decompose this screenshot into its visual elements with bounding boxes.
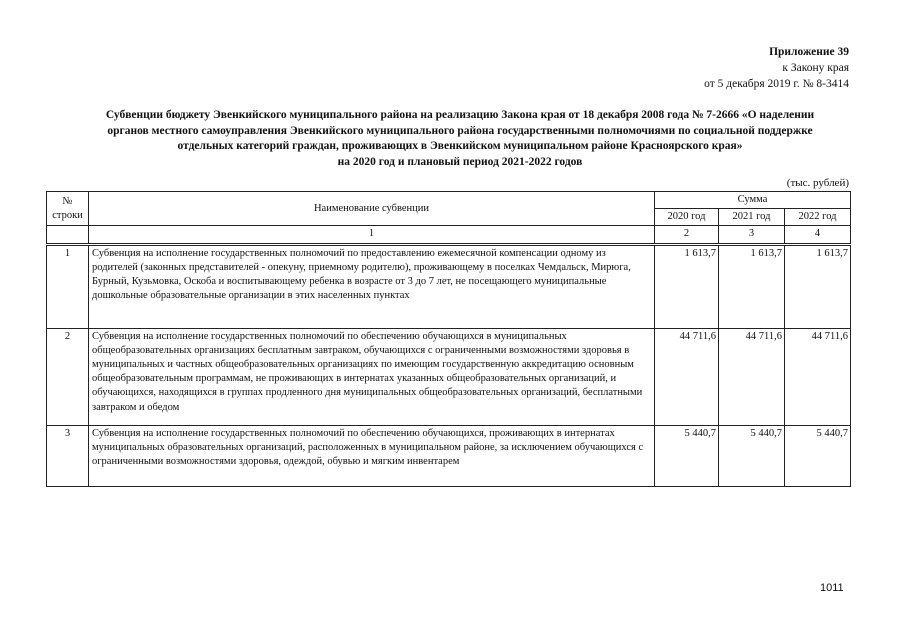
header-subvention-name: Наименование субвенции: [89, 192, 655, 226]
table-row: [47, 425, 851, 486]
row-number: 2: [47, 328, 89, 425]
column-index: [47, 226, 89, 244]
amount-2021: 1 613,7: [719, 244, 785, 328]
column-index: 1: [89, 226, 655, 244]
header-no-symbol: №: [62, 195, 73, 207]
units-label: (тыс. рублей): [786, 177, 849, 189]
title-line-3: отдельных категорий граждан, проживающих в Эвенкийском муниципальном районе Красноярского края»: [177, 140, 743, 152]
page-number: 1011: [820, 582, 844, 594]
header-row-number: [47, 192, 89, 226]
appendix-reference: [704, 44, 849, 92]
column-index: 2: [655, 226, 719, 244]
amount-2020: 1 613,7: [655, 244, 719, 328]
header-sum: Сумма: [655, 192, 851, 209]
header-year-2021: 2021 год: [719, 209, 785, 226]
title-line-4: на 2020 год и плановый период 2021-2022 годов: [337, 155, 583, 168]
amount-2022: 5 440,7: [785, 425, 851, 486]
appendix-number: Приложение 39: [769, 46, 849, 58]
row-number: 1: [47, 244, 89, 328]
subventions-table: [46, 191, 851, 487]
amount-2022: 1 613,7: [785, 244, 851, 328]
appendix-date: от 5 декабря 2019 г. № 8-3414: [704, 78, 849, 90]
subvention-name: Субвенция на исполнение государственных полномочий по обеспечению обучающихся, проживающих в интернатах муниципальных образовательных организаций, расположенных в муниципальном районе, за исключением обучающихся с ограниченными возможностями здоровья, одеждой, обувью и мягким инвентарем: [89, 425, 655, 486]
subvention-name: Субвенция на исполнение государственных полномочий по предоставлению ежемесячной компенсации одному из родителей (законных представителей - опекуну, приемному родителю), проживающему в поселках Чемдальск, Мирюга, Бурный, Кузьмовка, Оскоба и воспитывающему ребенка в возрасте от 3 до 7 лет, не посещающего муниципальные дошкольные образовательные организации в этих населенных пунктах: [89, 244, 655, 328]
amount-2021: 44 711,6: [719, 328, 785, 425]
table-row: [47, 328, 851, 425]
amount-2020: 5 440,7: [655, 425, 719, 486]
title-line-2: органов местного самоуправления Эвенкийского муниципального района государственными полномочиями по социальной поддержке: [107, 124, 813, 137]
row-number: 3: [47, 425, 89, 486]
subvention-name: Субвенция на исполнение государственных полномочий по обеспечению обучающихся в муниципальных общеобразовательных организациях бесплатным завтраком, обучающихся с ограниченными возможностями здоровья в муниципальных и частных общеобразовательных организациях по имеющим государственную аккредитацию основным общеобразовательным программам, не проживающих в интернатах указанных общеобразовательных организаций, и обучающихся, находящихся в группах продленного дня муниципальных общеобразовательных организаций, бесплатными завтраком и обедом: [89, 328, 655, 425]
appendix-law: к Закону края: [782, 62, 849, 74]
title-line-1: Субвенции бюджету Эвенкийского муниципального района на реализацию Закона края от 18 декабря 2008 года № 7-2666 «О наделении: [105, 109, 815, 121]
header-year-2022: 2022 год: [785, 209, 851, 226]
amount-2021: 5 440,7: [719, 425, 785, 486]
document-title: [55, 108, 865, 170]
column-index: 3: [719, 226, 785, 244]
table-row: [47, 244, 851, 328]
table-header-row: [47, 192, 851, 209]
header-no-word: строки: [52, 209, 83, 221]
amount-2020: 44 711,6: [655, 328, 719, 425]
column-index: 4: [785, 226, 851, 244]
header-year-2020: 2020 год: [655, 209, 719, 226]
column-index-row: [47, 226, 851, 244]
amount-2022: 44 711,6: [785, 328, 851, 425]
